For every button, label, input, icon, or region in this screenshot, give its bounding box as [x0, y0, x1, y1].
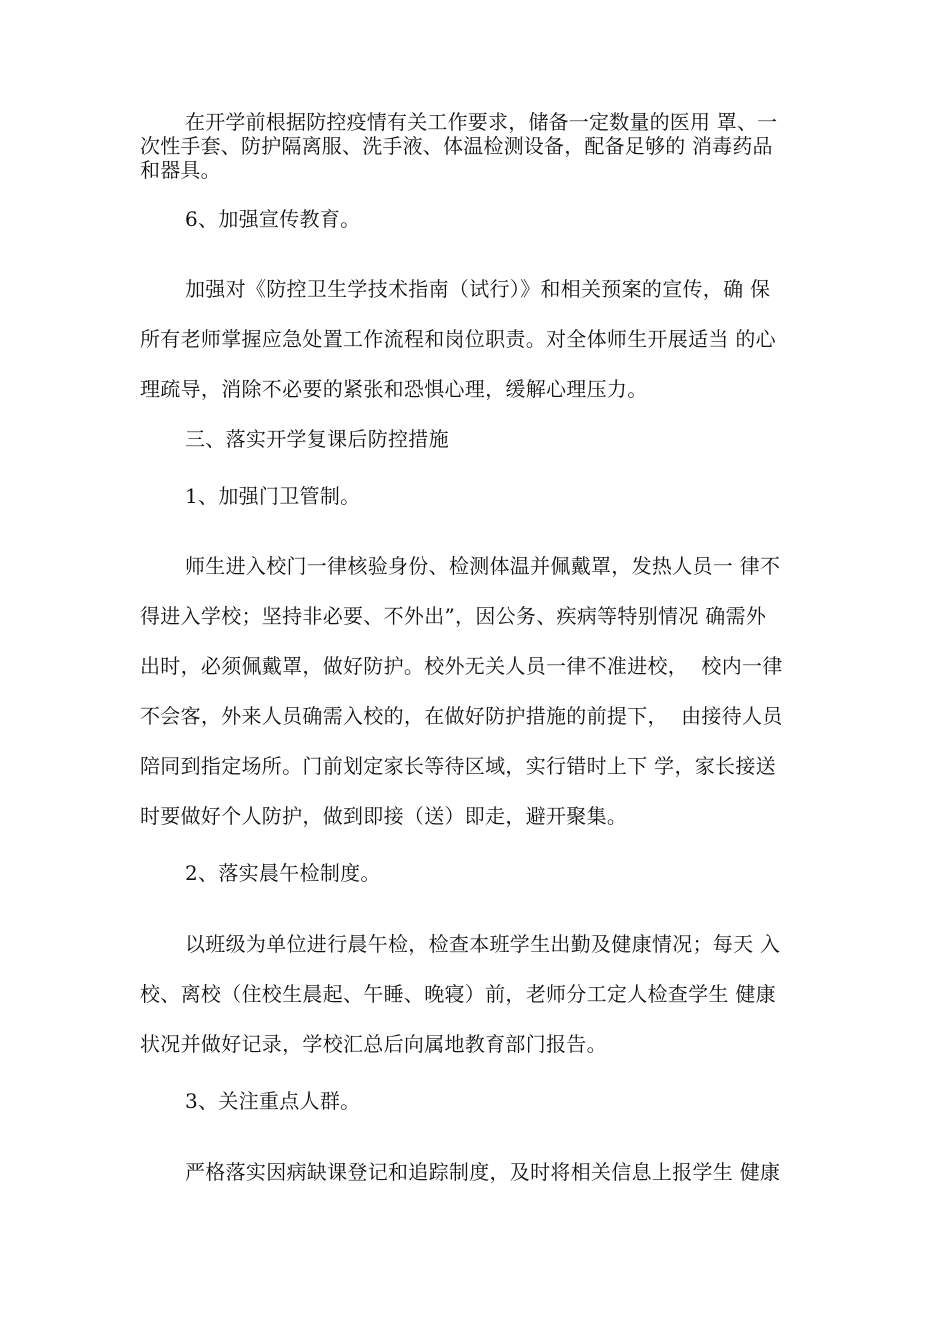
- heading-6: 6、加强宣传教育。: [185, 207, 361, 231]
- paragraph-4-line-3: 状况并做好记录，学校汇总后向属地教育部门报告。: [140, 1032, 607, 1056]
- paragraph-2-line-1: 加强对《防控卫生学技术指南（试行）》和相关预案的宣传，确 保: [185, 277, 771, 301]
- paragraph-3-line-5: 陪同到指定场所。门前划定家长等待区域，实行错时上下 学，家长接送: [140, 754, 776, 778]
- heading-2: 2、落实晨午检制度。: [185, 861, 381, 885]
- paragraph-4-line-2: 校、离校（住校生晨起、午睡、晚寝）前，老师分工定人检查学生 健康: [140, 982, 776, 1006]
- paragraph-3-line-6: 时要做好个人防护，做到即接（送）即走，避开聚集。: [140, 804, 628, 828]
- paragraph-2-line-2: 所有老师掌握应急处置工作流程和岗位职责。对全体师生开展适当 的心: [140, 327, 776, 351]
- paragraph-2-line-3: 理疏导，消除不必要的紧张和恐惧心理，缓解心理压力。: [140, 377, 648, 401]
- paragraph-4-line-1: 以班级为单位进行晨午检，检查本班学生出勤及健康情况；每天 入: [185, 932, 781, 956]
- paragraph-1-line-3: 和器具。: [140, 158, 221, 182]
- section-heading-3: 三、落实开学复课后防控措施: [185, 427, 449, 451]
- heading-3: 3、关注重点人群。: [185, 1089, 361, 1113]
- paragraph-3-line-4: 不会客，外来人员确需入校的，在做好防护措施的前提下， 由接待人员: [140, 704, 783, 728]
- paragraph-1-line-1: 在开学前根据防控疫情有关工作要求，储备一定数量的医用 罩、一: [185, 110, 778, 134]
- paragraph-3-line-2: 得进入学校；坚持非必要、不外出”，因公务、疾病等特别情况 确需外: [140, 604, 767, 628]
- heading-1: 1、加强门卫管制。: [185, 484, 361, 508]
- paragraph-5-line-1: 严格落实因病缺课登记和追踪制度，及时将相关信息上报学生 健康: [185, 1160, 781, 1184]
- paragraph-3-line-3: 出时，必须佩戴罩，做好防护。校外无关人员一律不准进校， 校内一律: [140, 654, 783, 678]
- paragraph-3-line-1: 师生进入校门一律核验身份、检测体温并佩戴罩，发热人员一 律不: [185, 554, 781, 578]
- paragraph-1-line-2: 次性手套、防护隔离服、洗手液、体温检测设备，配备足够的 消毒药品: [140, 134, 773, 158]
